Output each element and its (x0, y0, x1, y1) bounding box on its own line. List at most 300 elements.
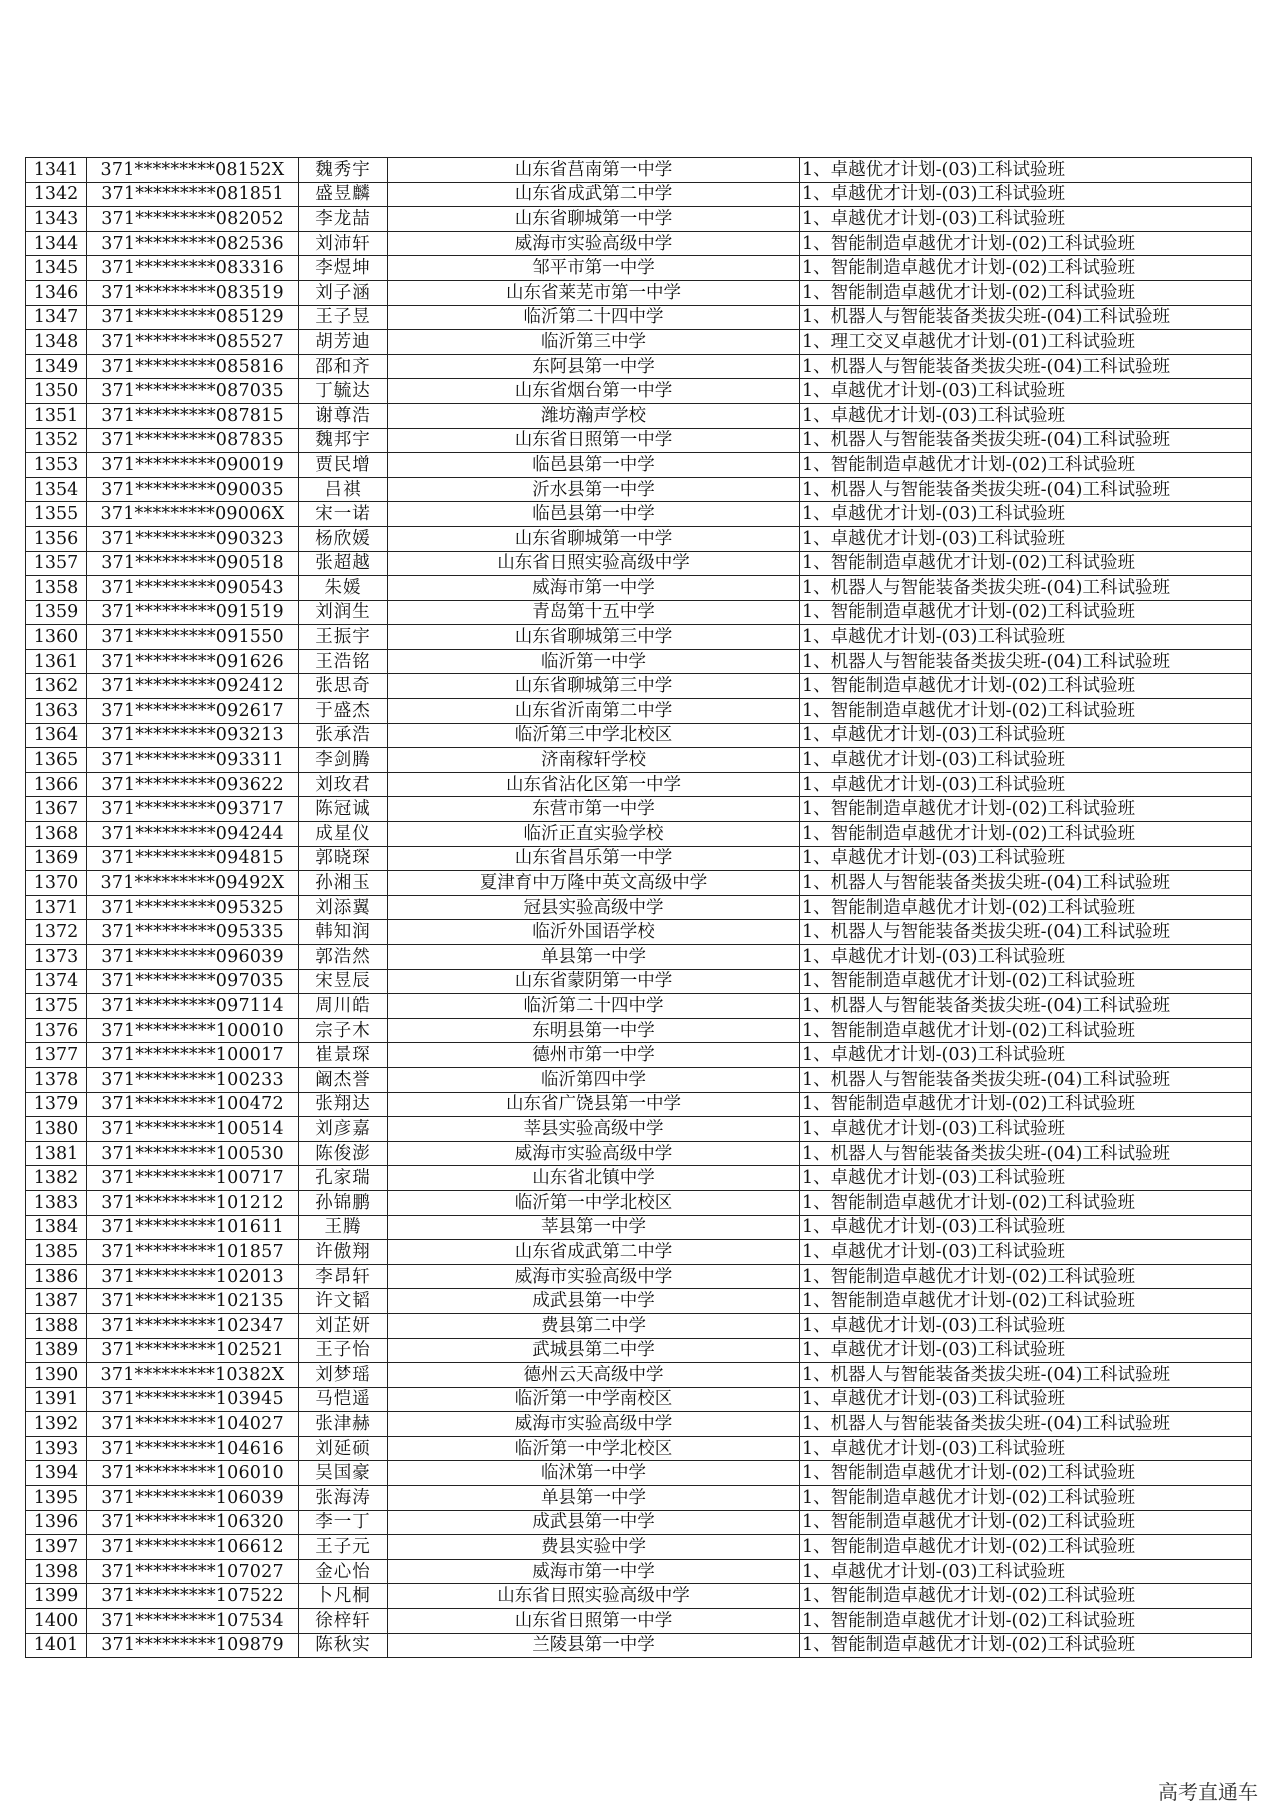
school-name-cell: 潍坊瀚声学校 (388, 403, 800, 428)
id-number-cell: 371*********096039 (87, 945, 299, 970)
id-number-cell: 371*********091519 (87, 600, 299, 625)
row-number-cell: 1368 (26, 822, 87, 847)
program-name-cell: 1、理工交叉卓越优才计划-(01)工科试验班 (800, 330, 1252, 355)
school-name-cell: 威海市实验高级中学 (388, 1141, 800, 1166)
id-number-cell: 371*********091626 (87, 649, 299, 674)
school-name-cell: 莘县第一中学 (388, 1215, 800, 1240)
row-number-cell: 1373 (26, 945, 87, 970)
student-name-cell: 胡芳迪 (299, 330, 388, 355)
school-name-cell: 费县实验中学 (388, 1535, 800, 1560)
row-number-cell: 1378 (26, 1067, 87, 1092)
student-name-cell: 郭晓琛 (299, 846, 388, 871)
program-name-cell: 1、智能制造卓越优才计划-(02)工科试验班 (800, 1535, 1252, 1560)
student-name-cell: 刘润生 (299, 600, 388, 625)
program-name-cell: 1、卓越优才计划-(03)工科试验班 (800, 1387, 1252, 1412)
id-number-cell: 371*********090035 (87, 477, 299, 502)
program-name-cell: 1、卓越优才计划-(03)工科试验班 (800, 945, 1252, 970)
table-row (26, 1141, 1252, 1166)
program-name-cell: 1、智能制造卓越优才计划-(02)工科试验班 (800, 256, 1252, 281)
school-name-cell: 山东省昌乐第一中学 (388, 846, 800, 871)
school-name-cell: 山东省莒南第一中学 (388, 158, 800, 183)
student-name-cell: 刘沛轩 (299, 231, 388, 256)
table-row (26, 182, 1252, 207)
school-name-cell: 武城县第二中学 (388, 1338, 800, 1363)
table-row (26, 1387, 1252, 1412)
id-number-cell: 371*********087815 (87, 403, 299, 428)
row-number-cell: 1397 (26, 1535, 87, 1560)
program-name-cell: 1、卓越优才计划-(03)工科试验班 (800, 1436, 1252, 1461)
id-number-cell: 371*********104027 (87, 1412, 299, 1437)
student-name-cell: 魏秀宇 (299, 158, 388, 183)
student-name-cell: 马恺遥 (299, 1387, 388, 1412)
row-number-cell: 1400 (26, 1609, 87, 1634)
id-number-cell: 371*********097114 (87, 994, 299, 1019)
row-number-cell: 1343 (26, 207, 87, 232)
student-name-cell: 郭浩然 (299, 945, 388, 970)
row-number-cell: 1375 (26, 994, 87, 1019)
table-row (26, 1190, 1252, 1215)
table-row (26, 871, 1252, 896)
table-row (26, 354, 1252, 379)
student-name-cell: 刘子涵 (299, 280, 388, 305)
id-number-cell: 371*********102521 (87, 1338, 299, 1363)
table-row (26, 1264, 1252, 1289)
table-row (26, 1609, 1252, 1634)
program-name-cell: 1、智能制造卓越优才计划-(02)工科试验班 (800, 969, 1252, 994)
school-name-cell: 临沭第一中学 (388, 1461, 800, 1486)
school-name-cell: 山东省广饶县第一中学 (388, 1092, 800, 1117)
id-number-cell: 371*********093622 (87, 772, 299, 797)
program-name-cell: 1、智能制造卓越优才计划-(02)工科试验班 (800, 1609, 1252, 1634)
student-name-cell: 宗子木 (299, 1018, 388, 1043)
row-number-cell: 1398 (26, 1559, 87, 1584)
student-name-cell: 陈冠诚 (299, 797, 388, 822)
row-number-cell: 1356 (26, 526, 87, 551)
id-number-cell: 371*********106039 (87, 1486, 299, 1511)
school-name-cell: 临沂第二十四中学 (388, 305, 800, 330)
student-name-cell: 卜凡桐 (299, 1584, 388, 1609)
student-name-cell: 李一丁 (299, 1510, 388, 1535)
table-row (26, 822, 1252, 847)
student-name-cell: 阚杰誉 (299, 1067, 388, 1092)
table-row (26, 576, 1252, 601)
program-name-cell: 1、智能制造卓越优才计划-(02)工科试验班 (800, 895, 1252, 920)
table-row (26, 772, 1252, 797)
student-name-cell: 张承浩 (299, 723, 388, 748)
student-name-cell: 魏邦宇 (299, 428, 388, 453)
program-name-cell: 1、智能制造卓越优才计划-(02)工科试验班 (800, 699, 1252, 724)
id-number-cell: 371*********107522 (87, 1584, 299, 1609)
program-name-cell: 1、卓越优才计划-(03)工科试验班 (800, 182, 1252, 207)
school-name-cell: 临邑县第一中学 (388, 453, 800, 478)
row-number-cell: 1386 (26, 1264, 87, 1289)
program-name-cell: 1、机器人与智能装备类拔尖班-(04)工科试验班 (800, 1363, 1252, 1388)
id-number-cell: 371*********093213 (87, 723, 299, 748)
id-number-cell: 371*********09006X (87, 502, 299, 527)
row-number-cell: 1376 (26, 1018, 87, 1043)
student-name-cell: 邵和齐 (299, 354, 388, 379)
program-name-cell: 1、卓越优才计划-(03)工科试验班 (800, 1240, 1252, 1265)
table-row (26, 600, 1252, 625)
school-name-cell: 山东省烟台第一中学 (388, 379, 800, 404)
student-name-cell: 张超越 (299, 551, 388, 576)
program-name-cell: 1、卓越优才计划-(03)工科试验班 (800, 158, 1252, 183)
program-name-cell: 1、智能制造卓越优才计划-(02)工科试验班 (800, 797, 1252, 822)
program-name-cell: 1、卓越优才计划-(03)工科试验班 (800, 846, 1252, 871)
row-number-cell: 1350 (26, 379, 87, 404)
school-name-cell: 单县第一中学 (388, 945, 800, 970)
id-number-cell: 371*********087035 (87, 379, 299, 404)
row-number-cell: 1354 (26, 477, 87, 502)
school-name-cell: 威海市实验高级中学 (388, 1412, 800, 1437)
table-row (26, 280, 1252, 305)
table-row (26, 748, 1252, 773)
student-name-cell: 贾民增 (299, 453, 388, 478)
id-number-cell: 371*********085816 (87, 354, 299, 379)
table-row (26, 1461, 1252, 1486)
id-number-cell: 371*********100472 (87, 1092, 299, 1117)
id-number-cell: 371*********102135 (87, 1289, 299, 1314)
row-number-cell: 1395 (26, 1486, 87, 1511)
table-row (26, 1338, 1252, 1363)
id-number-cell: 371*********104616 (87, 1436, 299, 1461)
id-number-cell: 371*********100233 (87, 1067, 299, 1092)
table-row (26, 428, 1252, 453)
program-name-cell: 1、机器人与智能装备类拔尖班-(04)工科试验班 (800, 1067, 1252, 1092)
school-name-cell: 山东省日照第一中学 (388, 428, 800, 453)
row-number-cell: 1369 (26, 846, 87, 871)
row-number-cell: 1401 (26, 1633, 87, 1658)
student-name-cell: 孙湘玉 (299, 871, 388, 896)
id-number-cell: 371*********100017 (87, 1043, 299, 1068)
row-number-cell: 1385 (26, 1240, 87, 1265)
school-name-cell: 山东省沂南第二中学 (388, 699, 800, 724)
table-row (26, 403, 1252, 428)
program-name-cell: 1、机器人与智能装备类拔尖班-(04)工科试验班 (800, 1141, 1252, 1166)
school-name-cell: 成武县第一中学 (388, 1510, 800, 1535)
program-name-cell: 1、智能制造卓越优才计划-(02)工科试验班 (800, 600, 1252, 625)
school-name-cell: 威海市实验高级中学 (388, 1264, 800, 1289)
school-name-cell: 威海市第一中学 (388, 1559, 800, 1584)
student-name-cell: 张翔达 (299, 1092, 388, 1117)
row-number-cell: 1384 (26, 1215, 87, 1240)
student-name-cell: 陈俊澎 (299, 1141, 388, 1166)
table-row (26, 1215, 1252, 1240)
school-name-cell: 费县第二中学 (388, 1313, 800, 1338)
school-name-cell: 山东省日照实验高级中学 (388, 551, 800, 576)
id-number-cell: 371*********101611 (87, 1215, 299, 1240)
student-name-cell: 盛昱麟 (299, 182, 388, 207)
row-number-cell: 1388 (26, 1313, 87, 1338)
school-name-cell: 临沂第二十四中学 (388, 994, 800, 1019)
row-number-cell: 1371 (26, 895, 87, 920)
table-row (26, 453, 1252, 478)
id-number-cell: 371*********100010 (87, 1018, 299, 1043)
table-row (26, 994, 1252, 1019)
id-number-cell: 371*********107027 (87, 1559, 299, 1584)
school-name-cell: 山东省日照第一中学 (388, 1609, 800, 1634)
student-name-cell: 孔家瑞 (299, 1166, 388, 1191)
student-name-cell: 张津赫 (299, 1412, 388, 1437)
student-name-cell: 王腾 (299, 1215, 388, 1240)
id-number-cell: 371*********09492X (87, 871, 299, 896)
table-row (26, 945, 1252, 970)
student-name-cell: 李昂轩 (299, 1264, 388, 1289)
program-name-cell: 1、智能制造卓越优才计划-(02)工科试验班 (800, 822, 1252, 847)
program-name-cell: 1、机器人与智能装备类拔尖班-(04)工科试验班 (800, 576, 1252, 601)
school-name-cell: 单县第一中学 (388, 1486, 800, 1511)
id-number-cell: 371*********100530 (87, 1141, 299, 1166)
student-name-cell: 金心怡 (299, 1559, 388, 1584)
school-name-cell: 成武县第一中学 (388, 1289, 800, 1314)
id-number-cell: 371*********085527 (87, 330, 299, 355)
id-number-cell: 371*********101212 (87, 1190, 299, 1215)
row-number-cell: 1348 (26, 330, 87, 355)
id-number-cell: 371*********101857 (87, 1240, 299, 1265)
school-name-cell: 冠县实验高级中学 (388, 895, 800, 920)
student-name-cell: 许傲翔 (299, 1240, 388, 1265)
table-row (26, 526, 1252, 551)
student-name-cell: 宋昱辰 (299, 969, 388, 994)
row-number-cell: 1374 (26, 969, 87, 994)
table-row (26, 846, 1252, 871)
table-row (26, 1363, 1252, 1388)
school-name-cell: 东营市第一中学 (388, 797, 800, 822)
table-row (26, 969, 1252, 994)
row-number-cell: 1387 (26, 1289, 87, 1314)
row-number-cell: 1381 (26, 1141, 87, 1166)
row-number-cell: 1366 (26, 772, 87, 797)
table-row (26, 797, 1252, 822)
id-number-cell: 371*********092412 (87, 674, 299, 699)
program-name-cell: 1、机器人与智能装备类拔尖班-(04)工科试验班 (800, 354, 1252, 379)
program-name-cell: 1、智能制造卓越优才计划-(02)工科试验班 (800, 231, 1252, 256)
school-name-cell: 威海市第一中学 (388, 576, 800, 601)
program-name-cell: 1、卓越优才计划-(03)工科试验班 (800, 1117, 1252, 1142)
row-number-cell: 1399 (26, 1584, 87, 1609)
id-number-cell: 371*********091550 (87, 625, 299, 650)
program-name-cell: 1、机器人与智能装备类拔尖班-(04)工科试验班 (800, 1412, 1252, 1437)
id-number-cell: 371*********090323 (87, 526, 299, 551)
row-number-cell: 1393 (26, 1436, 87, 1461)
table-row (26, 895, 1252, 920)
program-name-cell: 1、卓越优才计划-(03)工科试验班 (800, 1215, 1252, 1240)
school-name-cell: 临沂第一中学南校区 (388, 1387, 800, 1412)
program-name-cell: 1、机器人与智能装备类拔尖班-(04)工科试验班 (800, 649, 1252, 674)
id-number-cell: 371*********093311 (87, 748, 299, 773)
table-row (26, 1240, 1252, 1265)
student-name-cell: 李煜坤 (299, 256, 388, 281)
program-name-cell: 1、卓越优才计划-(03)工科试验班 (800, 1043, 1252, 1068)
row-number-cell: 1363 (26, 699, 87, 724)
watermark-text: 高考直通车 (1158, 1780, 1258, 1804)
program-name-cell: 1、智能制造卓越优才计划-(02)工科试验班 (800, 280, 1252, 305)
student-name-cell: 李龙喆 (299, 207, 388, 232)
id-number-cell: 371*********097035 (87, 969, 299, 994)
program-name-cell: 1、智能制造卓越优才计划-(02)工科试验班 (800, 1633, 1252, 1658)
row-number-cell: 1362 (26, 674, 87, 699)
program-name-cell: 1、卓越优才计划-(03)工科试验班 (800, 772, 1252, 797)
program-name-cell: 1、卓越优才计划-(03)工科试验班 (800, 1313, 1252, 1338)
student-name-cell: 吕祺 (299, 477, 388, 502)
student-name-cell: 周川皓 (299, 994, 388, 1019)
student-name-cell: 刘芷妍 (299, 1313, 388, 1338)
student-name-cell: 丁毓达 (299, 379, 388, 404)
table-row (26, 502, 1252, 527)
table-row (26, 1117, 1252, 1142)
table-row (26, 674, 1252, 699)
program-name-cell: 1、机器人与智能装备类拔尖班-(04)工科试验班 (800, 305, 1252, 330)
student-name-cell: 刘梦瑶 (299, 1363, 388, 1388)
id-number-cell: 371*********106612 (87, 1535, 299, 1560)
table-row (26, 379, 1252, 404)
school-name-cell: 邹平市第一中学 (388, 256, 800, 281)
id-number-cell: 371*********092617 (87, 699, 299, 724)
student-name-cell: 徐梓轩 (299, 1609, 388, 1634)
row-number-cell: 1360 (26, 625, 87, 650)
program-name-cell: 1、智能制造卓越优才计划-(02)工科试验班 (800, 1092, 1252, 1117)
table-row (26, 1412, 1252, 1437)
table-row (26, 256, 1252, 281)
row-number-cell: 1372 (26, 920, 87, 945)
row-number-cell: 1341 (26, 158, 87, 183)
row-number-cell: 1370 (26, 871, 87, 896)
table-row (26, 1633, 1252, 1658)
program-name-cell: 1、卓越优才计划-(03)工科试验班 (800, 502, 1252, 527)
school-name-cell: 山东省蒙阴第一中学 (388, 969, 800, 994)
program-name-cell: 1、机器人与智能装备类拔尖班-(04)工科试验班 (800, 428, 1252, 453)
school-name-cell: 山东省日照实验高级中学 (388, 1584, 800, 1609)
id-number-cell: 371*********085129 (87, 305, 299, 330)
table-row (26, 920, 1252, 945)
student-name-cell: 刘彦嘉 (299, 1117, 388, 1142)
table-row (26, 1043, 1252, 1068)
row-number-cell: 1349 (26, 354, 87, 379)
program-name-cell: 1、智能制造卓越优才计划-(02)工科试验班 (800, 1461, 1252, 1486)
id-number-cell: 371*********107534 (87, 1609, 299, 1634)
school-name-cell: 山东省聊城第一中学 (388, 207, 800, 232)
program-name-cell: 1、卓越优才计划-(03)工科试验班 (800, 526, 1252, 551)
program-name-cell: 1、卓越优才计划-(03)工科试验班 (800, 748, 1252, 773)
school-name-cell: 山东省莱芜市第一中学 (388, 280, 800, 305)
table-row (26, 1289, 1252, 1314)
program-name-cell: 1、机器人与智能装备类拔尖班-(04)工科试验班 (800, 994, 1252, 1019)
row-number-cell: 1353 (26, 453, 87, 478)
student-name-cell: 朱媛 (299, 576, 388, 601)
table-row (26, 1535, 1252, 1560)
table-row (26, 699, 1252, 724)
row-number-cell: 1357 (26, 551, 87, 576)
row-number-cell: 1358 (26, 576, 87, 601)
id-number-cell: 371*********082052 (87, 207, 299, 232)
id-number-cell: 371*********087835 (87, 428, 299, 453)
student-name-cell: 王子怡 (299, 1338, 388, 1363)
table-row (26, 330, 1252, 355)
id-number-cell: 371*********094815 (87, 846, 299, 871)
id-number-cell: 371*********090019 (87, 453, 299, 478)
table-row (26, 1313, 1252, 1338)
table-row (26, 1092, 1252, 1117)
program-name-cell: 1、卓越优才计划-(03)工科试验班 (800, 1338, 1252, 1363)
program-name-cell: 1、机器人与智能装备类拔尖班-(04)工科试验班 (800, 920, 1252, 945)
school-name-cell: 东明县第一中学 (388, 1018, 800, 1043)
row-number-cell: 1394 (26, 1461, 87, 1486)
row-number-cell: 1365 (26, 748, 87, 773)
table-row (26, 625, 1252, 650)
program-name-cell: 1、智能制造卓越优才计划-(02)工科试验班 (800, 1486, 1252, 1511)
program-name-cell: 1、卓越优才计划-(03)工科试验班 (800, 723, 1252, 748)
program-name-cell: 1、卓越优才计划-(03)工科试验班 (800, 625, 1252, 650)
student-name-cell: 李剑腾 (299, 748, 388, 773)
id-number-cell: 371*********095335 (87, 920, 299, 945)
program-name-cell: 1、智能制造卓越优才计划-(02)工科试验班 (800, 1264, 1252, 1289)
row-number-cell: 1344 (26, 231, 87, 256)
id-number-cell: 371*********10382X (87, 1363, 299, 1388)
school-name-cell: 莘县实验高级中学 (388, 1117, 800, 1142)
student-name-cell: 许文韬 (299, 1289, 388, 1314)
table-row (26, 477, 1252, 502)
school-name-cell: 临沂第四中学 (388, 1067, 800, 1092)
student-name-cell: 王浩铭 (299, 649, 388, 674)
program-name-cell: 1、智能制造卓越优才计划-(02)工科试验班 (800, 1190, 1252, 1215)
table-row (26, 158, 1252, 183)
row-number-cell: 1392 (26, 1412, 87, 1437)
table-row (26, 1436, 1252, 1461)
row-number-cell: 1359 (26, 600, 87, 625)
school-name-cell: 临沂第三中学北校区 (388, 723, 800, 748)
row-number-cell: 1345 (26, 256, 87, 281)
student-name-cell: 王振宇 (299, 625, 388, 650)
school-name-cell: 山东省聊城第一中学 (388, 526, 800, 551)
table-row (26, 551, 1252, 576)
school-name-cell: 山东省聊城第三中学 (388, 625, 800, 650)
school-name-cell: 济南稼轩学校 (388, 748, 800, 773)
program-name-cell: 1、智能制造卓越优才计划-(02)工科试验班 (800, 674, 1252, 699)
table-row (26, 1067, 1252, 1092)
student-name-cell: 韩知润 (299, 920, 388, 945)
school-name-cell: 德州云天高级中学 (388, 1363, 800, 1388)
school-name-cell: 夏津育中万隆中英文高级中学 (388, 871, 800, 896)
student-name-cell: 王子昱 (299, 305, 388, 330)
student-name-cell: 吴国豪 (299, 1461, 388, 1486)
school-name-cell: 青岛第十五中学 (388, 600, 800, 625)
program-name-cell: 1、卓越优才计划-(03)工科试验班 (800, 1559, 1252, 1584)
row-number-cell: 1382 (26, 1166, 87, 1191)
row-number-cell: 1355 (26, 502, 87, 527)
row-number-cell: 1352 (26, 428, 87, 453)
program-name-cell: 1、卓越优才计划-(03)工科试验班 (800, 379, 1252, 404)
id-number-cell: 371*********090543 (87, 576, 299, 601)
row-number-cell: 1351 (26, 403, 87, 428)
row-number-cell: 1347 (26, 305, 87, 330)
table-row (26, 305, 1252, 330)
school-name-cell: 山东省北镇中学 (388, 1166, 800, 1191)
program-name-cell: 1、机器人与智能装备类拔尖班-(04)工科试验班 (800, 477, 1252, 502)
id-number-cell: 371*********094244 (87, 822, 299, 847)
student-name-cell: 于盛杰 (299, 699, 388, 724)
program-name-cell: 1、智能制造卓越优才计划-(02)工科试验班 (800, 1289, 1252, 1314)
school-name-cell: 威海市实验高级中学 (388, 231, 800, 256)
student-name-cell: 刘添翼 (299, 895, 388, 920)
program-name-cell: 1、智能制造卓越优才计划-(02)工科试验班 (800, 453, 1252, 478)
student-name-cell: 张思奇 (299, 674, 388, 699)
table-row (26, 1166, 1252, 1191)
school-name-cell: 临沂第一中学北校区 (388, 1190, 800, 1215)
row-number-cell: 1383 (26, 1190, 87, 1215)
row-number-cell: 1389 (26, 1338, 87, 1363)
program-name-cell: 1、卓越优才计划-(03)工科试验班 (800, 403, 1252, 428)
row-number-cell: 1367 (26, 797, 87, 822)
